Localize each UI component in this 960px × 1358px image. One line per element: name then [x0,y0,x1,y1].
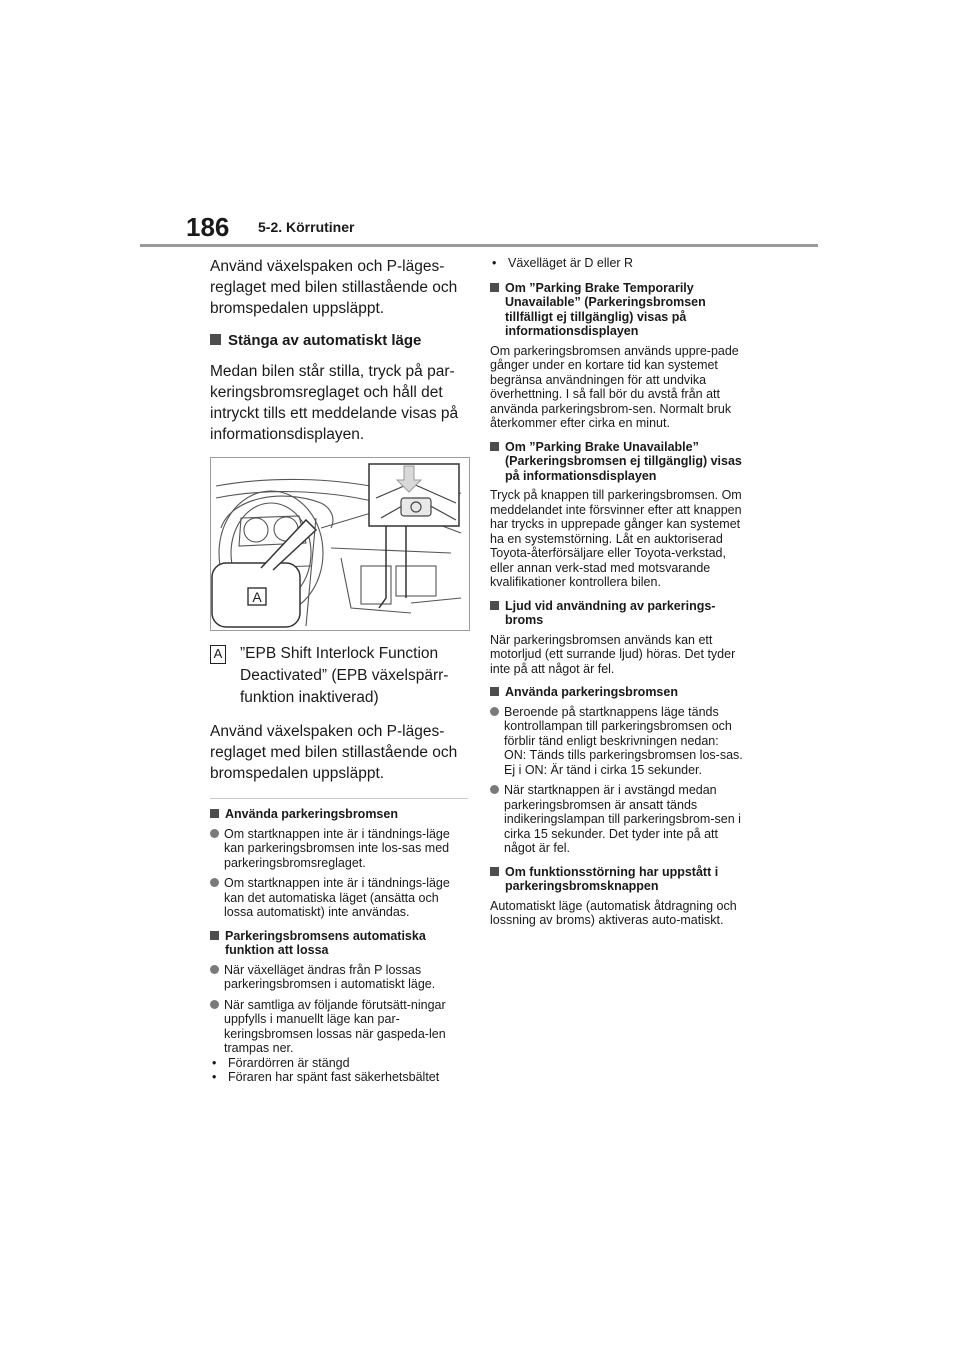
square-bullet-icon [490,442,499,451]
list-item-text: När samtliga av följande förutsätt-ningar uppfylls i manuellt läge kan par-keringsbromsen lossas när gaspeda-len trampas ner. [224,997,446,1055]
dash-item: • Förardörren är stängd [210,1056,468,1071]
dash-item: • Föraren har spänt fast säkerhetsbältet [210,1070,468,1085]
page-number: 186 [186,212,230,242]
list-item-text: När växelläget ändras från P lossas parkeringsbromsen i automatiskt läge. [224,962,436,991]
list-item [210,827,468,871]
heading-text: Använda parkeringsbromsen [505,685,678,699]
right-column [490,256,752,937]
list-item [490,783,752,856]
list-item-text: ON: Tänds tills parkeringsbromsen los-sas. [504,748,743,762]
divider [210,798,468,799]
heading-text: Om ”Parking Brake Unavailable” (Parkeringsbromsen ej tillgänglig) visas på informationsdisplayen [505,439,742,483]
heading-text: Om funktionsstörning har uppstått i parkeringsbromsknappen [505,864,719,893]
list-item [210,963,468,992]
section-heading [210,331,468,351]
section-title: 5-2. Körrutiner [258,219,355,235]
paragraph: Använd växelspaken och P-läges-reglaget med bilen stillastående och bromspedalen uppsläppt. [210,258,458,317]
heading-text: Stänga av automatiskt läge [228,332,422,349]
figure-label-a: A [252,589,262,605]
square-bullet-icon [210,809,219,818]
dash-item-text: Förardörren är stängd [228,1055,350,1070]
square-bullet-icon [490,867,499,876]
paragraph: Automatiskt läge (automatisk åtdragning och lossning av broms) aktiveras auto-matiskt. [490,898,737,927]
dash-item-text: Växelläget är D eller R [508,256,634,270]
square-bullet-icon [490,601,499,610]
circle-bullet-icon [210,878,219,887]
list-item-text: Om startknappen inte är i tändnings-läge kan parkeringsbromsen inte los-sas med parkeringsbromsreglaget. [224,826,450,870]
left-column [210,256,468,1085]
paragraph: Medan bilen står stilla, tryck på par-keringsbromsreglaget och håll det intryckt tills ett meddelande visas på informationsdisplayen. [210,363,459,443]
callout-text: ”EPB Shift Interlock Function Deactivated” (EPB växelspärr-funktion inaktiverad) [240,645,449,706]
heading-text: Ljud vid användning av parkerings-broms [505,598,716,627]
circle-bullet-icon [490,707,499,716]
subsection-heading [490,599,752,628]
list-item-text: Beroende på startknappens läge tänds kontrollampan till parkeringsbromsen och förblir tänd enligt beskrivningen nedan: [504,704,732,748]
heading-text: Parkeringsbromsens automatiska funktion att lossa [225,928,426,957]
list-item-text: När startknappen är i avstängd medan parkeringsbromsen är ansatt tänds indikeringslampan till parkeringsbrom-sen i cirka 15 sekunder. Det tyder inte på att något är fel. [504,783,741,855]
paragraph: Om parkeringsbromsen används uppre-pade gånger under en kortare tid kan systemet begränsa användningen för att undvika överhettning. I så fall bör du avstå från att använda parkeringsbrom-sen. Normalt bruk återkommer efter cirka en minut. [490,343,739,430]
header-rule [140,244,818,247]
list-item [490,705,752,778]
paragraph: Tryck på knappen till parkeringsbromsen. Om meddelandet inte försvinner efter att knappen har trycks in upprepade gånger kan systemet ha en systemstörning. Låt en auktoriserad Toyota-återförsäljare eller Toyota-verkstad, eller annan verk-stad med motsvarande kvalifikationer kontrollera bilen. [490,488,742,589]
circle-bullet-icon [210,829,219,838]
dash-item-text: Föraren har spänt fast säkerhetsbältet [228,1070,440,1084]
list-item-text: Ej i ON: Är tänd i cirka 15 sekunder. [504,762,703,777]
list-item [210,876,468,920]
subsection-heading [210,929,468,958]
dash-item: • Växelläget är D eller R [490,256,752,271]
heading-text: Använda parkeringsbromsen [225,807,398,821]
subsection-heading [490,281,752,339]
square-bullet-icon [490,283,499,292]
circle-bullet-icon [490,785,499,794]
dashboard-drawing [211,458,469,630]
paragraph: Använd växelspaken och P-läges-reglaget med bilen stillastående och bromspedalen uppsläppt. [210,723,458,782]
square-bullet-icon [490,687,499,696]
circle-bullet-icon [210,965,219,974]
heading-text: Om ”Parking Brake Temporarily Unavailable” (Parkeringsbromsen tillfälligt ej tillgänglig) visas på informationsdisplayen [505,280,706,338]
subsection-heading [490,865,752,894]
paragraph: När parkeringsbromsen används kan ett motorljud (ett surrande ljud) höras. Det tyder inte på att något är fel. [490,632,736,676]
subsection-heading [490,685,752,700]
subsection-heading [210,807,468,822]
callout [210,643,468,709]
list-item [210,998,468,1056]
square-bullet-icon [210,931,219,940]
square-bullet-icon [210,334,221,345]
list-item-text: Om startknappen inte är i tändnings-läge kan det automatiska läget (ansätta och lossa automatiskt) inte användas. [224,876,450,919]
circle-bullet-icon [210,1000,219,1009]
subsection-heading [490,440,752,484]
callout-label: A [210,645,226,664]
dashboard-illustration [210,457,470,631]
